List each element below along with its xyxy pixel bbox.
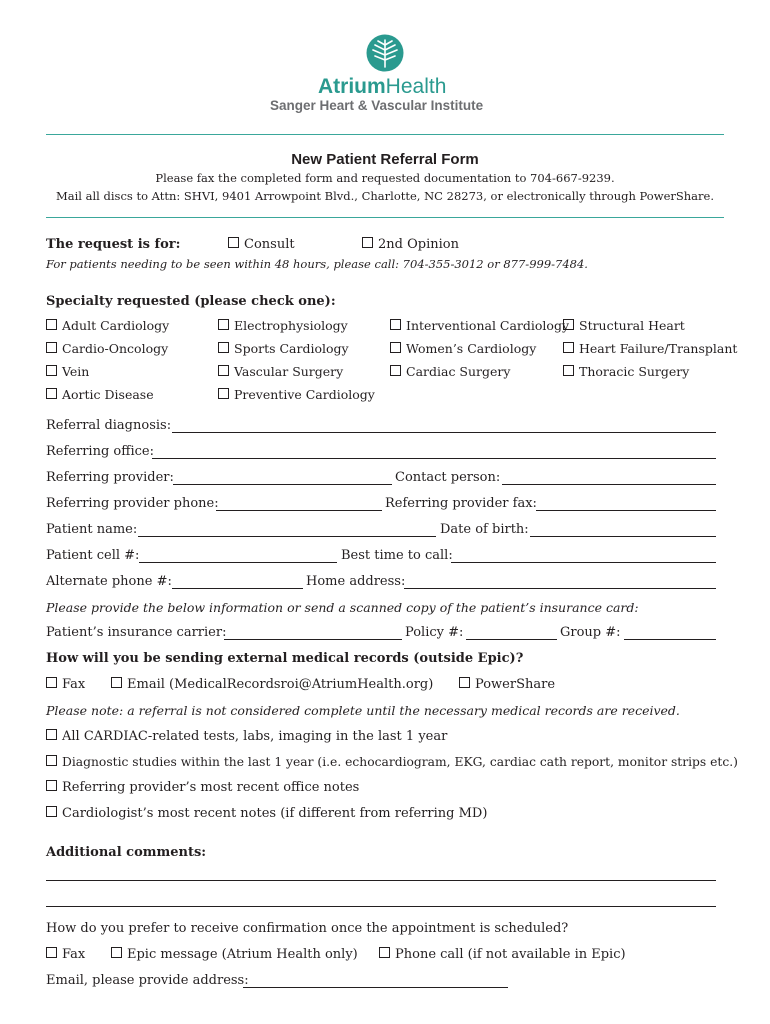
checkbox-label: Consult bbox=[244, 237, 295, 252]
checkbox-cardiac-surgery[interactable] bbox=[390, 364, 510, 379]
checkbox-thoracic-surgery[interactable] bbox=[563, 364, 689, 379]
referral-diagnosis-field[interactable] bbox=[172, 432, 716, 433]
checkbox-preventive-cardiology[interactable] bbox=[218, 387, 375, 402]
checkbox-box[interactable] bbox=[390, 342, 401, 353]
checkbox-box[interactable] bbox=[46, 729, 57, 740]
checkbox-label: Fax bbox=[62, 947, 86, 962]
group-number-field[interactable] bbox=[624, 639, 716, 640]
checkbox-label: Electrophysiology bbox=[234, 318, 348, 333]
checkbox-confirm-fax[interactable] bbox=[46, 947, 85, 962]
insurance-note: Please provide the below information or send a scanned copy of the patient’s insurance card: bbox=[46, 600, 639, 615]
checkbox-label: Cardio-Oncology bbox=[62, 341, 169, 356]
checkbox-sports-cardiology[interactable] bbox=[218, 341, 349, 356]
checkbox-cardiologist-notes[interactable] bbox=[46, 806, 487, 821]
checkbox-label: Diagnostic studies within the last 1 year (i.e. echocardiogram, EKG, cardiac cath report, monitor strips etc.) bbox=[62, 755, 738, 769]
home-address-field[interactable] bbox=[404, 588, 716, 589]
contact-person-field[interactable] bbox=[502, 484, 716, 485]
checkbox-womens-cardiology[interactable] bbox=[390, 341, 536, 356]
checkbox-interventional-cardiology[interactable] bbox=[390, 318, 569, 333]
referring-office-field[interactable] bbox=[152, 458, 716, 459]
header-divider-bottom bbox=[46, 217, 724, 218]
checkbox-structural-heart[interactable] bbox=[563, 318, 685, 333]
checkbox-box[interactable] bbox=[218, 388, 229, 399]
mail-instructions: Mail all discs to Attn: SHVI, 9401 Arrowpoint Blvd., Charlotte, NC 28273, or electronically through PowerShare. bbox=[56, 189, 714, 203]
checkbox-label: Aortic Disease bbox=[62, 387, 154, 402]
urgent-call-note: For patients needing to be seen within 48 hours, please call: 704-355-3012 or 877-999-7484. bbox=[46, 257, 588, 271]
checkbox-aortic-disease[interactable] bbox=[46, 387, 154, 402]
referring-provider-fax-field[interactable] bbox=[536, 510, 716, 511]
checkbox-box[interactable] bbox=[390, 319, 401, 330]
checkbox-label: Women’s Cardiology bbox=[406, 341, 537, 356]
checkbox-box[interactable] bbox=[459, 677, 470, 688]
patient-name-label: Patient name: bbox=[46, 522, 138, 537]
checkbox-box[interactable] bbox=[46, 388, 57, 399]
checkbox-2nd-opinion[interactable] bbox=[362, 237, 459, 252]
checkbox-label: Interventional Cardiology bbox=[406, 318, 570, 333]
patient-name-field[interactable] bbox=[138, 536, 436, 537]
alternate-phone-label: Alternate phone #: bbox=[46, 574, 172, 589]
checkbox-box[interactable] bbox=[218, 342, 229, 353]
referring-provider-phone-label: Referring provider phone: bbox=[46, 496, 219, 511]
checkbox-label: Vein bbox=[62, 364, 90, 379]
patient-cell-label: Patient cell #: bbox=[46, 548, 140, 563]
checkbox-box[interactable] bbox=[563, 319, 574, 330]
checkbox-label: Email (MedicalRecordsroi@AtriumHealth.org) bbox=[127, 677, 434, 692]
checkbox-vascular-surgery[interactable] bbox=[218, 364, 343, 379]
checkbox-label: Thoracic Surgery bbox=[579, 364, 690, 379]
checkbox-box[interactable] bbox=[563, 342, 574, 353]
checkbox-box[interactable] bbox=[218, 365, 229, 376]
checkbox-label: Cardiologist’s most recent notes (if different from referring MD) bbox=[62, 806, 488, 821]
checkbox-cardiac-tests[interactable] bbox=[46, 729, 447, 744]
best-time-label: Best time to call: bbox=[341, 548, 453, 563]
checkbox-provider-notes[interactable] bbox=[46, 780, 359, 795]
referring-provider-fax-label: Referring provider fax: bbox=[385, 496, 537, 511]
email-address-field[interactable] bbox=[243, 987, 508, 988]
checkbox-box[interactable] bbox=[111, 947, 122, 958]
date-of-birth-label: Date of birth: bbox=[440, 522, 529, 537]
checkbox-box[interactable] bbox=[46, 947, 57, 958]
policy-number-label: Policy #: bbox=[405, 625, 464, 640]
checkbox-label: Epic message (Atrium Health only) bbox=[127, 947, 358, 962]
additional-comments-heading: Additional comments: bbox=[46, 845, 207, 860]
fax-instructions: Please fax the completed form and requested documentation to 704-667-9239. bbox=[155, 171, 615, 185]
checkbox-box[interactable] bbox=[46, 755, 57, 766]
checkbox-confirm-epic[interactable] bbox=[111, 947, 358, 962]
checkbox-box[interactable] bbox=[46, 677, 57, 688]
referring-office-label: Referring office: bbox=[46, 444, 154, 459]
checkbox-records-powershare[interactable] bbox=[459, 677, 555, 692]
checkbox-label: Vascular Surgery bbox=[234, 364, 344, 379]
checkbox-box[interactable] bbox=[390, 365, 401, 376]
insurance-carrier-label: Patient’s insurance carrier: bbox=[46, 625, 227, 640]
checkbox-label: Fax bbox=[62, 677, 86, 692]
checkbox-box[interactable] bbox=[46, 806, 57, 817]
request-label: The request is for: bbox=[46, 237, 181, 252]
specialty-heading: Specialty requested (please check one): bbox=[46, 294, 336, 309]
checkbox-consult[interactable] bbox=[228, 237, 295, 252]
form-title: New Patient Referral Form bbox=[291, 151, 479, 168]
checkbox-label: Referring provider’s most recent office notes bbox=[62, 780, 360, 795]
header-divider-top bbox=[46, 134, 724, 135]
referral-diagnosis-label: Referral diagnosis: bbox=[46, 418, 172, 433]
checkbox-label: All CARDIAC-related tests, labs, imaging in the last 1 year bbox=[62, 729, 448, 744]
checkbox-diagnostic-studies[interactable] bbox=[46, 755, 738, 769]
home-address-label: Home address: bbox=[306, 574, 406, 589]
referring-provider-phone-field[interactable] bbox=[216, 510, 382, 511]
records-note: Please note: a referral is not considered complete until the necessary medical records are received. bbox=[46, 703, 680, 718]
confirmation-question: How do you prefer to receive confirmation once the appointment is scheduled? bbox=[46, 921, 569, 936]
checkbox-label: Sports Cardiology bbox=[234, 341, 349, 356]
checkbox-cardio-oncology[interactable] bbox=[46, 341, 168, 356]
best-time-field[interactable] bbox=[451, 562, 716, 563]
policy-number-field[interactable] bbox=[466, 639, 557, 640]
alternate-phone-field[interactable] bbox=[172, 588, 303, 589]
checkbox-electrophysiology[interactable] bbox=[218, 318, 348, 333]
referring-provider-label: Referring provider: bbox=[46, 470, 174, 485]
checkbox-box[interactable] bbox=[563, 365, 574, 376]
checkbox-records-fax[interactable] bbox=[46, 677, 85, 692]
checkbox-label: Structural Heart bbox=[579, 318, 685, 333]
checkbox-adult-cardiology[interactable] bbox=[46, 318, 169, 333]
checkbox-box[interactable] bbox=[111, 677, 122, 688]
checkbox-vein[interactable] bbox=[46, 364, 89, 379]
email-address-label: Email, please provide address: bbox=[46, 973, 249, 988]
brand-name-bold: Atrium bbox=[318, 75, 386, 98]
brand-name-light: Health bbox=[385, 75, 447, 98]
checkbox-box[interactable] bbox=[46, 780, 57, 791]
records-heading: How will you be sending external medical records (outside Epic)? bbox=[46, 651, 524, 666]
checkbox-label: Preventive Cardiology bbox=[234, 387, 375, 402]
checkbox-label: 2nd Opinion bbox=[378, 237, 459, 252]
patient-cell-field[interactable] bbox=[139, 562, 337, 563]
date-of-birth-field[interactable] bbox=[530, 536, 716, 537]
checkbox-heart-failure-transplant[interactable] bbox=[563, 341, 737, 356]
comments-line-1[interactable] bbox=[46, 880, 716, 881]
checkbox-label: Phone call (if not available in Epic) bbox=[395, 947, 626, 962]
checkbox-box[interactable] bbox=[362, 237, 373, 248]
group-number-label: Group #: bbox=[560, 625, 621, 640]
insurance-carrier-field[interactable] bbox=[224, 639, 402, 640]
checkbox-label: Cardiac Surgery bbox=[406, 364, 511, 379]
contact-person-label: Contact person: bbox=[395, 470, 501, 485]
checkbox-box[interactable] bbox=[46, 342, 57, 353]
checkbox-label: Adult Cardiology bbox=[62, 318, 170, 333]
tree-logo-icon bbox=[366, 34, 404, 72]
checkbox-box[interactable] bbox=[228, 237, 239, 248]
comments-line-2[interactable] bbox=[46, 906, 716, 907]
checkbox-box[interactable] bbox=[379, 947, 390, 958]
logo-subtitle: Sanger Heart & Vascular Institute bbox=[270, 98, 484, 113]
checkbox-records-email[interactable] bbox=[111, 677, 433, 692]
checkbox-box[interactable] bbox=[218, 319, 229, 330]
checkbox-label: Heart Failure/Transplant bbox=[579, 341, 738, 356]
checkbox-box[interactable] bbox=[46, 319, 57, 330]
checkbox-label: PowerShare bbox=[475, 677, 556, 692]
checkbox-box[interactable] bbox=[46, 365, 57, 376]
checkbox-confirm-phone[interactable] bbox=[379, 947, 626, 962]
referring-provider-field[interactable] bbox=[173, 484, 392, 485]
